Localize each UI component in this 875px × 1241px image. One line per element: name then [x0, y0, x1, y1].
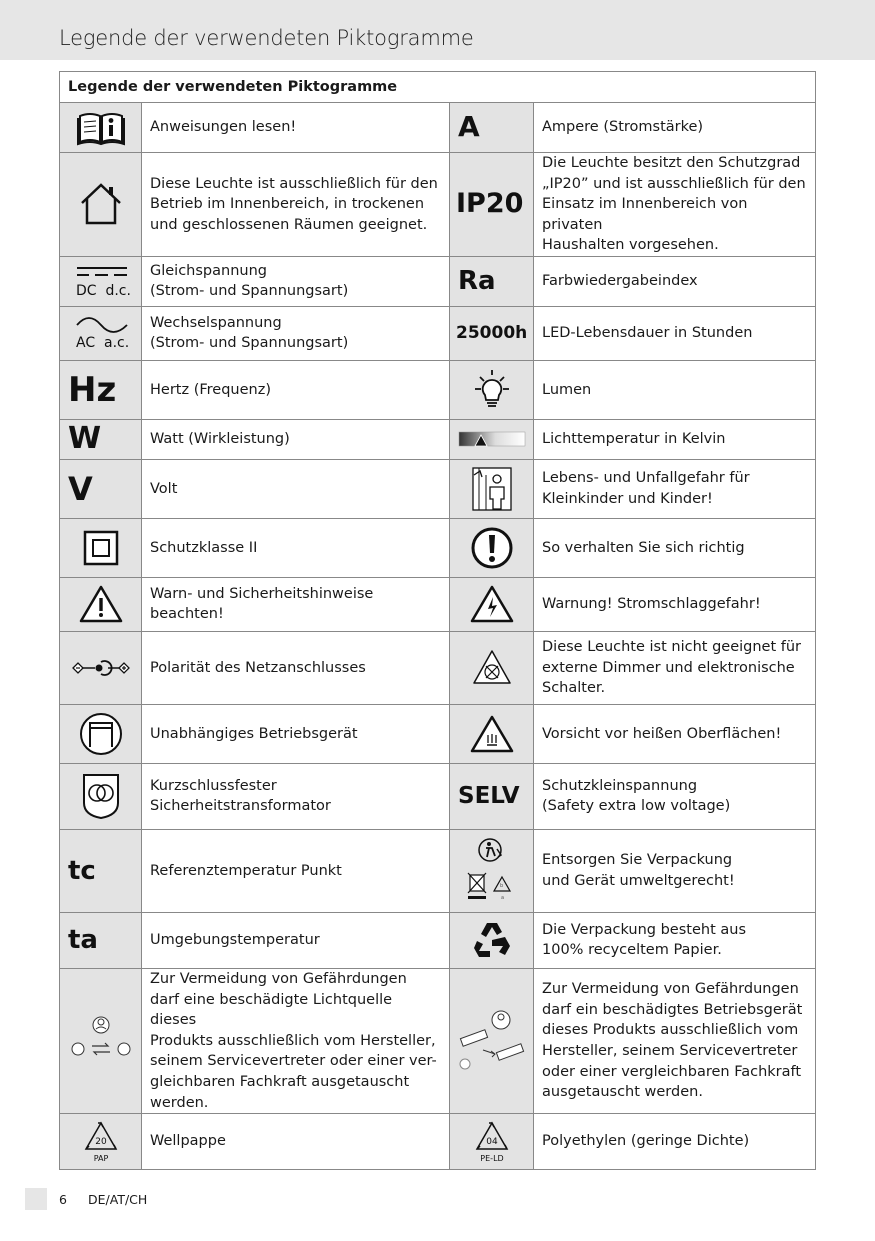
page-title: Legende der verwendeten Piktogramme	[59, 26, 474, 50]
safety-transformer-icon	[60, 763, 142, 829]
hertz-symbol: Hz	[68, 369, 117, 410]
legend-text: Schutzklasse II	[142, 518, 450, 577]
legend-text: LED-Lebensdauer in Stunden	[534, 306, 816, 360]
protection-class-ii-icon	[60, 518, 142, 577]
led-lifetime-symbol: 25000h	[456, 323, 528, 344]
legend-text: Referenztemperatur Punkt	[142, 829, 450, 912]
ip20-symbol: IP20	[456, 188, 524, 220]
table-row	[60, 763, 816, 829]
plastic-code-number: 04	[485, 1136, 498, 1147]
legend-text: Vorsicht vor heißen Oberflächen!	[534, 704, 816, 763]
volt-symbol: V	[68, 469, 93, 508]
svg-text:a: a	[500, 894, 504, 901]
control-gear-replacement-icon	[450, 968, 534, 1113]
ampere-symbol: A	[458, 110, 480, 144]
region-label: DE/AT/CH	[88, 1192, 148, 1207]
corrugated-cardboard-icon	[60, 1114, 142, 1170]
legend-text: Farbwiedergabeindex	[534, 256, 816, 306]
legend-text: Schutzkleinspannung (Safety extra low voltage)	[534, 763, 816, 829]
table-title: Legende der verwendeten Piktogramme	[60, 72, 816, 103]
light-source-replacement-icon	[60, 968, 142, 1113]
legend-text: Zur Vermeidung von Gefährdungen darf ein beschädigtes Betriebsgerät dieses Produkts ausschließlich vom Hersteller, seinem Servicevertreter oder einer vergleichbaren Fachkraft ausgetauscht werden.	[534, 968, 816, 1113]
legend-text: Watt (Wirkleistung)	[142, 419, 450, 459]
legend-text: Wechselspannung (Strom- und Spannungsart)	[142, 306, 450, 360]
legend-text: Kurzschlussfester Sicherheitstransformator	[142, 763, 450, 829]
page-number: 6	[59, 1192, 67, 1207]
ta-symbol-cell	[60, 912, 142, 968]
pictogram-legend-table	[59, 71, 816, 1170]
ra-symbol-cell	[450, 256, 534, 306]
legend-text: Umgebungstemperatur	[142, 912, 450, 968]
table-row	[60, 631, 816, 704]
alternating-current-icon	[60, 306, 142, 360]
legend-text: Diese Leuchte ist nicht geeignet für externe Dimmer und elektronische Schalter.	[534, 631, 816, 704]
legend-text: Unabhängiges Betriebsgerät	[142, 704, 450, 763]
legend-text: Anweisungen lesen!	[142, 103, 450, 153]
table-row	[60, 577, 816, 631]
legend-text: So verhalten Sie sich richtig	[534, 518, 816, 577]
ac-label: AC a.c.	[75, 335, 129, 352]
legend-text: Wellpappe	[142, 1114, 450, 1170]
legend-text: Gleichspannung (Strom- und Spannungsart)	[142, 256, 450, 306]
polyethylene-icon	[450, 1114, 534, 1170]
legend-text: Warnung! Stromschlaggefahr!	[534, 577, 816, 631]
direct-current-icon	[60, 256, 142, 306]
legend-text: Warn- und Sicherheitshinweise beachten!	[142, 577, 450, 631]
table-title-row	[60, 72, 816, 103]
table-row	[60, 518, 816, 577]
lumen-icon	[450, 360, 534, 419]
warning-triangle-icon	[60, 577, 142, 631]
table-row	[60, 829, 816, 912]
color-temperature-icon	[450, 419, 534, 459]
table-row	[60, 968, 816, 1113]
ra-symbol: Ra	[458, 266, 496, 297]
ip20-symbol-cell	[450, 153, 534, 257]
table-row	[60, 459, 816, 518]
legend-text: Die Leuchte besitzt den Schutzgrad „IP20” und ist ausschließlich für den Einsatz im Innenbereich von privaten Haushalten vorgesehen.	[534, 153, 816, 257]
table-row	[60, 1114, 816, 1170]
legend-text: Ampere (Stromstärke)	[534, 103, 816, 153]
legend-text: Diese Leuchte ist ausschließlich für den Betrieb im Innenbereich, in trockenen und geschlossenen Räumen geeignet.	[142, 153, 450, 257]
no-dimmer-icon	[450, 631, 534, 704]
legend-text: Lebens- und Unfallgefahr für Kleinkinder und Kinder!	[534, 459, 816, 518]
ta-symbol: ta	[68, 925, 98, 956]
watt-symbol-cell	[60, 419, 142, 459]
legend-text: Hertz (Frequenz)	[142, 360, 450, 419]
polarity-icon	[60, 631, 142, 704]
legend-text: Entsorgen Sie Verpackung und Gerät umweltgerecht!	[534, 829, 816, 912]
read-instructions-icon	[60, 103, 142, 153]
legend-text: Lichttemperatur in Kelvin	[534, 419, 816, 459]
indoor-use-icon	[60, 153, 142, 257]
recycling-icon	[450, 912, 534, 968]
legend-text: Lumen	[534, 360, 816, 419]
paper-code-label: PAP	[93, 1153, 108, 1163]
paper-code-number: 20	[94, 1136, 107, 1147]
table-row	[60, 103, 816, 153]
legend-text: Die Verpackung besteht aus 100% recyceltem Papier.	[534, 912, 816, 968]
svg-text:b: b	[499, 882, 503, 889]
ampere-symbol-cell	[450, 103, 534, 153]
dc-label: DC d.c.	[75, 283, 131, 300]
electric-shock-warning-icon	[450, 577, 534, 631]
table-row	[60, 912, 816, 968]
watt-symbol: W	[68, 421, 102, 457]
hot-surface-warning-icon	[450, 704, 534, 763]
selv-symbol-cell	[450, 763, 534, 829]
selv-symbol: SELV	[458, 783, 520, 810]
table-row	[60, 153, 816, 257]
plastic-code-label: PE-LD	[479, 1153, 504, 1163]
table-row	[60, 256, 816, 306]
table-row	[60, 419, 816, 459]
disposal-icon	[450, 829, 534, 912]
volt-symbol-cell	[60, 459, 142, 518]
led-lifetime-symbol-cell	[450, 306, 534, 360]
tc-symbol: tc	[68, 855, 96, 886]
page-header	[0, 0, 875, 60]
legend-text: Polyethylen (geringe Dichte)	[534, 1114, 816, 1170]
tc-symbol-cell	[60, 829, 142, 912]
table-row	[60, 306, 816, 360]
child-danger-icon	[450, 459, 534, 518]
independent-control-gear-icon	[60, 704, 142, 763]
legend-text: Zur Vermeidung von Gefährdungen darf eine beschädigte Lichtquelle dieses Produkts ausschließlich vom Hersteller, seinem Servicevertreter oder einer ver- gleichbaren Fachkraft ausgetauscht werden.	[142, 968, 450, 1113]
hertz-symbol-cell	[60, 360, 142, 419]
legend-text: Polarität des Netzanschlusses	[142, 631, 450, 704]
legend-text: Volt	[142, 459, 450, 518]
table-row	[60, 360, 816, 419]
exclamation-circle-icon	[450, 518, 534, 577]
footer-marker	[25, 1188, 47, 1210]
table-row	[60, 704, 816, 763]
